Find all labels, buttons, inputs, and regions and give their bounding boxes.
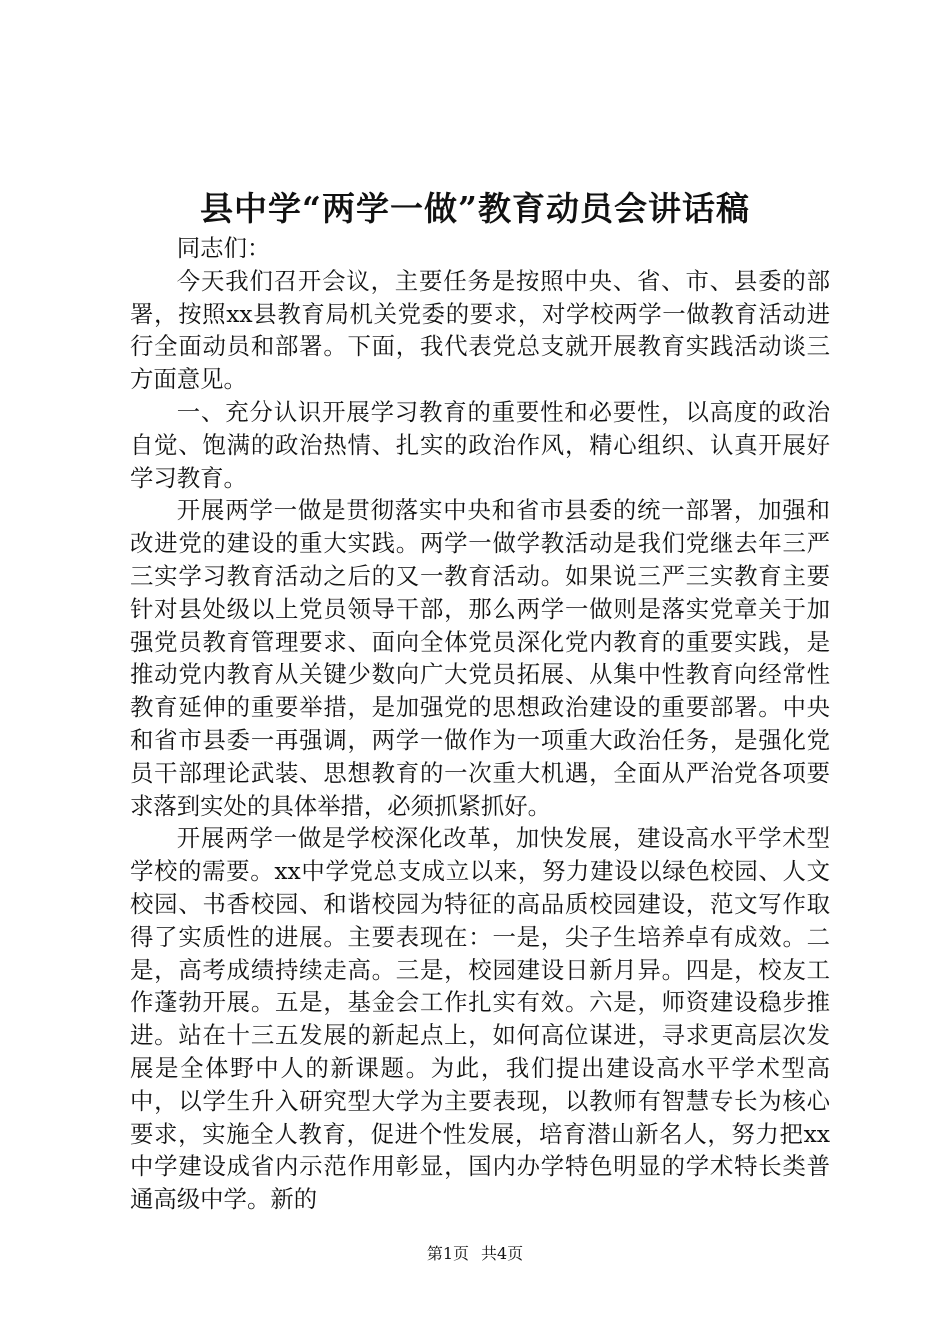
page-number-current: 第1页 [426, 1244, 469, 1263]
body-paragraph: 一、充分认识开展学习教育的重要性和必要性，以高度的政治自觉、饱满的政治热情、扎实的政治作风，精心组织、认真开展好学习教育。 [130, 397, 830, 492]
body-paragraph: 开展两学一做是学校深化改革，加快发展，建设高水平学术型学校的需要。xx中学党总支成立以来，努力建设以绿色校园、人文校园、书香校园、和谐校园为特征的高品质校园建设，范文写作取得了实质性的进展。主要表现在：一是，尖子生培养卓有成效。二是，高考成绩持续走高。三是，校园建设日新月异。四是，校友工作蓬勃开展。五是，基金会工作扎实有效。六是，师资建设稳步推进。站在十三五发展的新起点上，如何高位谋进，寻求更高层次发展是全体野中人的新课题。为此，我们提出建设高水平学术型高中，以学生升入研究型大学为主要表现，以教师有智慧专长为核心要求，实施全人教育，促进个性发展，培育潜山新名人，努力把xx中学建设成省内示范作用彰显，国内办学特色明显的学术特长类普通高级中学。新的 [130, 824, 830, 1214]
document-body [130, 232, 830, 1216]
salutation-paragraph: 同志们： [176, 234, 271, 262]
body-paragraph: 开展两学一做是贯彻落实中央和省市县委的统一部署，加强和改进党的建设的重大实践。两学一做学教活动是我们党继去年三严三实学习教育活动之后的又一教育活动。如果说三严三实教育主要针对县处级以上党员领导干部，那么两学一做则是落实党章关于加强党员教育管理要求、面向全体党员深化党内教育的重要实践，是推动党内教育从关键少数向广大党员拓展、从集中性教育向经常性教育延伸的重要举措，是加强党的思想政治建设的重要部署。中央和省市县委一再强调，两学一做作为一项重大政治任务，是强化党员干部理论武装、思想教育的一次重大机遇，全面从严治党各项要求落到实处的具体举措，必须抓紧抓好。 [130, 496, 830, 820]
page-footer [0, 1243, 950, 1265]
document-title: 县中学“两学一做”教育动员会讲话稿 [200, 189, 750, 228]
body-paragraph: 今天我们召开会议，主要任务是按照中央、省、市、县委的部署，按照xx县教育局机关党委的要求，对学校两学一做教育活动进行全面动员和部署。下面，我代表党总支就开展教育实践活动谈三方面意见。 [130, 266, 830, 394]
page-number-total: 共4页 [481, 1244, 524, 1263]
